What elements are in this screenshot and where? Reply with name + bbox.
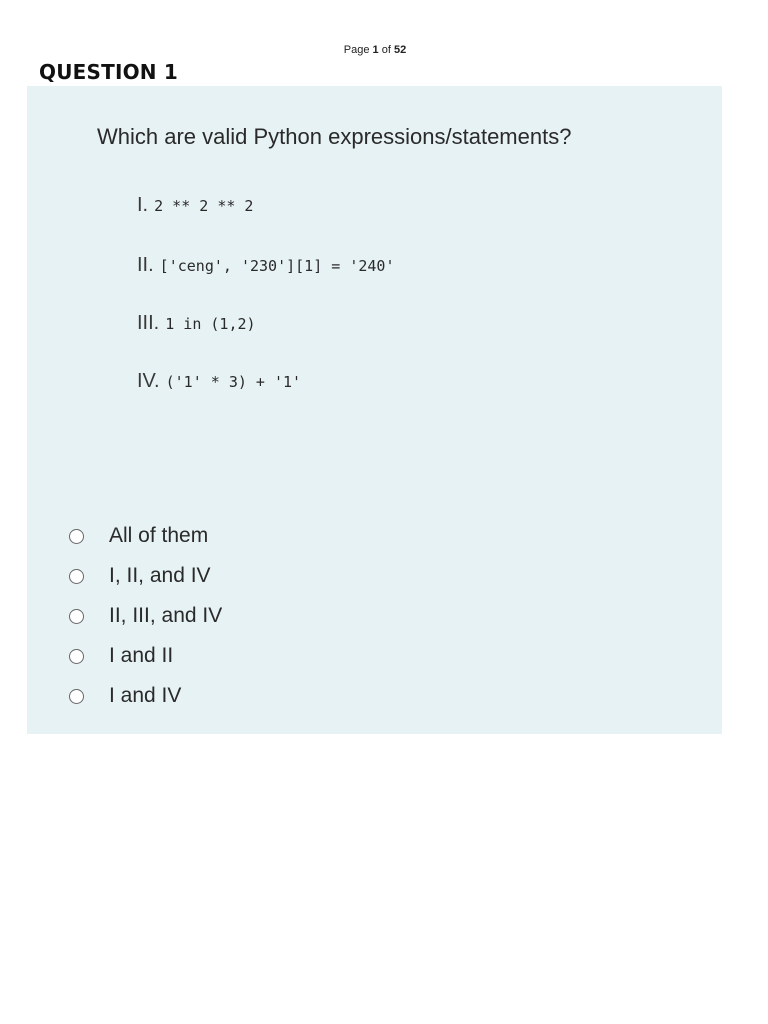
answer-option-label[interactable]: I, II, and IV [109, 564, 211, 587]
statement-numeral: II. [137, 254, 154, 276]
answer-option-ii-iii-iv[interactable] [69, 596, 222, 636]
answer-option-label[interactable]: I and II [109, 644, 174, 667]
statement-numeral: IV. [137, 370, 160, 392]
statement-4 [137, 370, 301, 393]
statement-1 [137, 194, 253, 217]
question-title: QUESTION 1 [39, 60, 179, 84]
page-prefix: Page [343, 44, 373, 56]
statement-code: ['ceng', '230'][1] = '240' [159, 257, 395, 275]
statement-numeral: I. [137, 194, 149, 216]
statement-numeral: III. [137, 312, 160, 334]
radio-button[interactable] [69, 689, 84, 704]
question-prompt: Which are valid Python expressions/statements? [97, 124, 572, 149]
page-current: 1 [372, 44, 379, 56]
answer-option-all-of-them[interactable] [69, 516, 222, 556]
statement-code: ('1' * 3) + '1' [165, 373, 302, 391]
statement-code: 1 in (1,2) [165, 315, 256, 333]
radio-button[interactable] [69, 529, 84, 544]
statement-3 [137, 312, 256, 335]
answer-option-i-ii-iv[interactable] [69, 556, 222, 596]
page-total: 52 [393, 44, 407, 56]
radio-button[interactable] [69, 609, 84, 624]
page-middle: of [378, 44, 394, 56]
question-panel [27, 86, 722, 734]
answer-option-label[interactable]: I and IV [109, 684, 182, 707]
answer-option-i-ii[interactable] [69, 636, 222, 676]
answer-option-label[interactable]: All of them [109, 524, 209, 547]
radio-button[interactable] [69, 569, 84, 584]
answer-options [69, 516, 222, 716]
statement-code: 2 ** 2 ** 2 [154, 197, 254, 215]
radio-button[interactable] [69, 649, 84, 664]
page-indicator [0, 44, 750, 56]
statement-2 [137, 254, 394, 277]
answer-option-label[interactable]: II, III, and IV [109, 604, 223, 627]
answer-option-i-iv[interactable] [69, 676, 222, 716]
